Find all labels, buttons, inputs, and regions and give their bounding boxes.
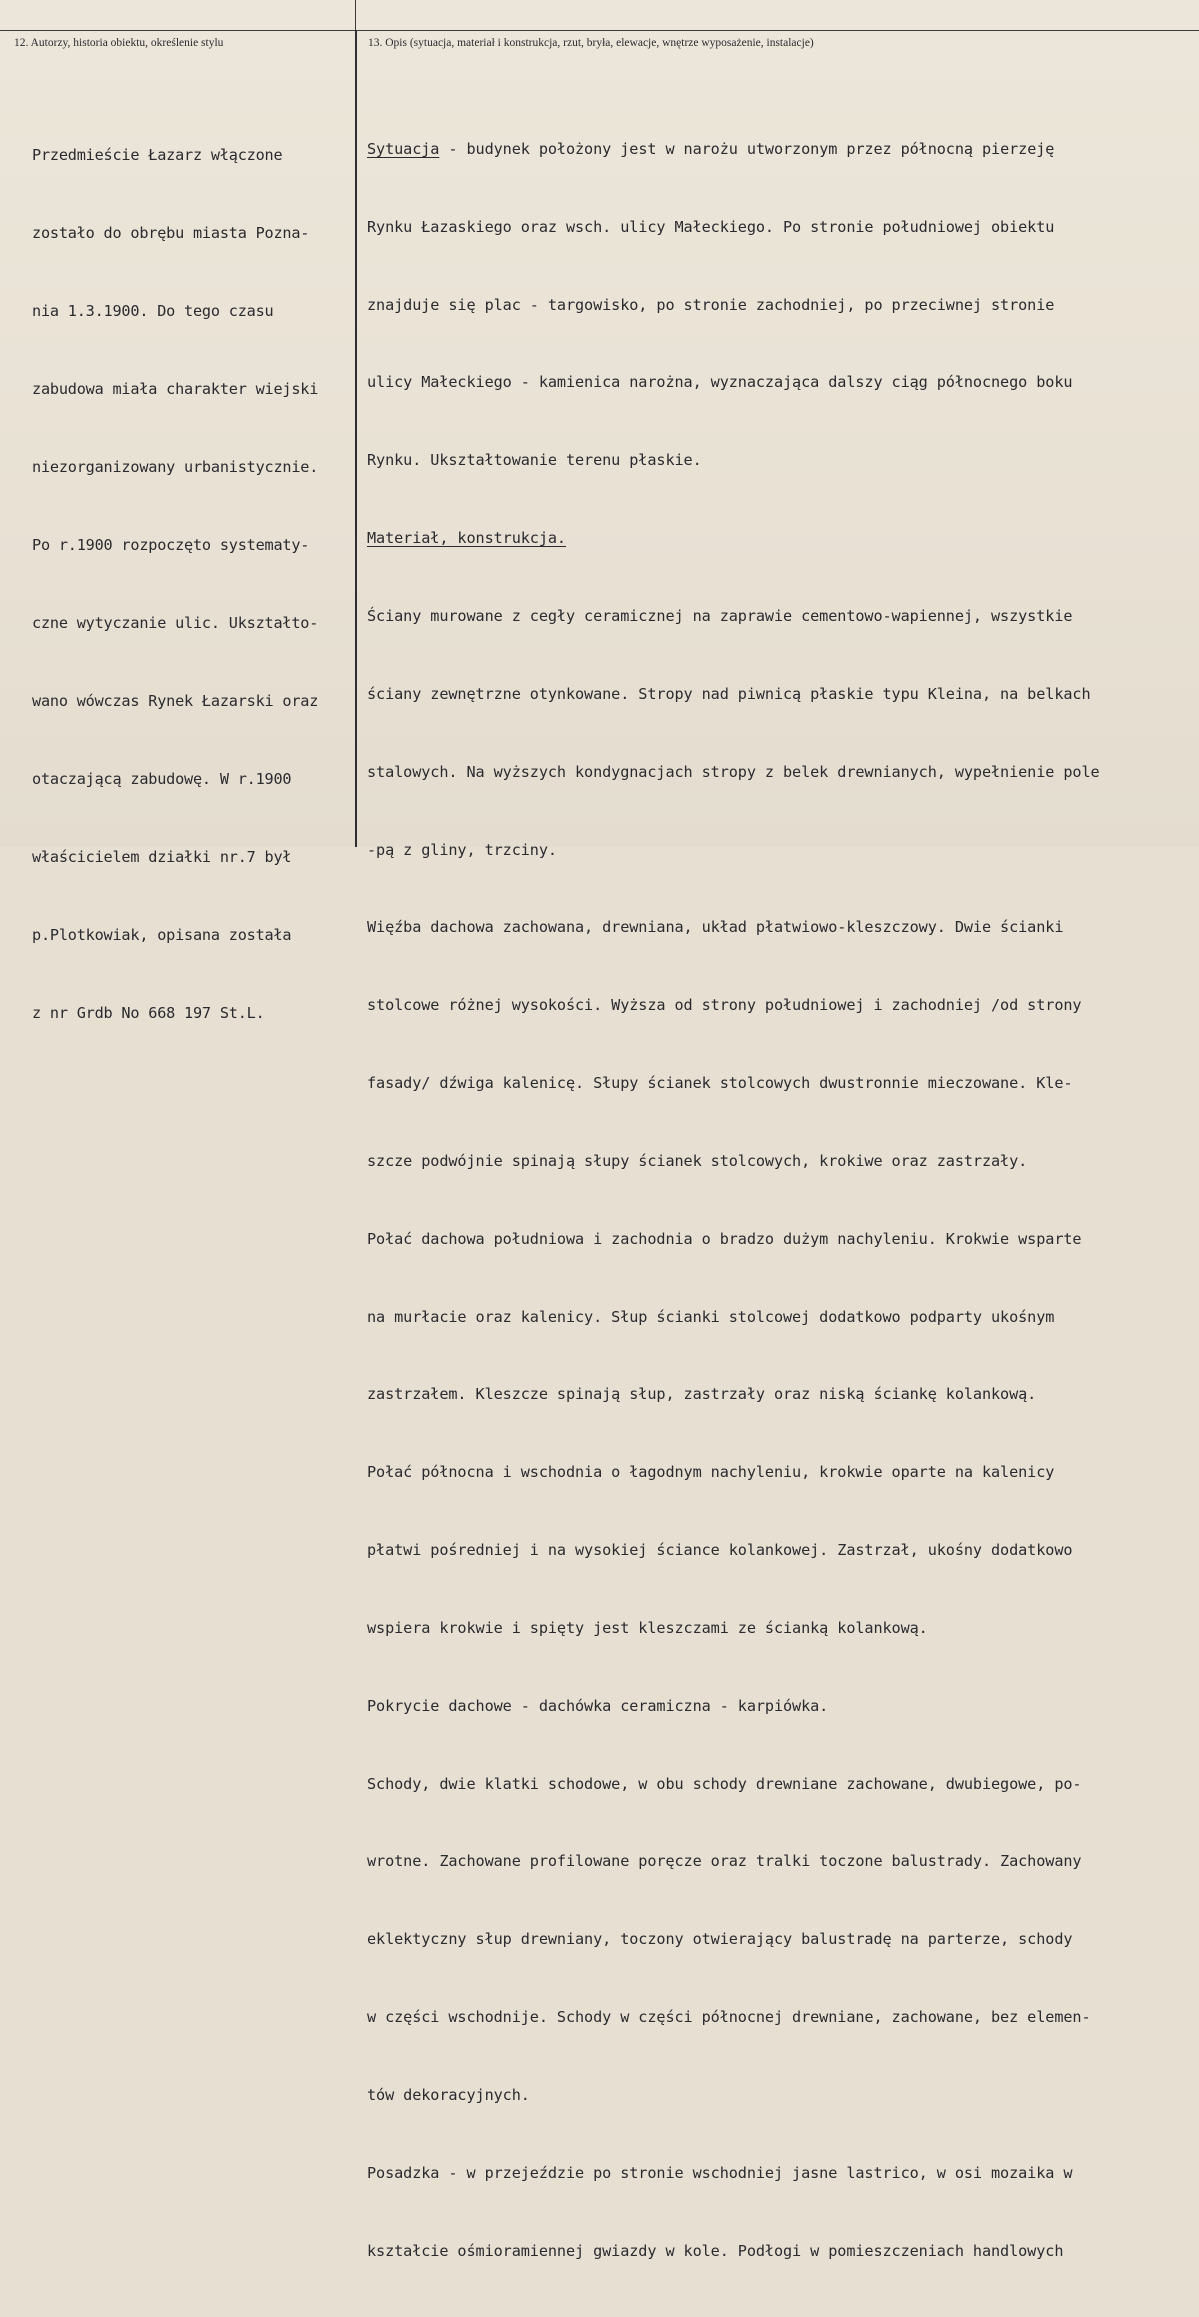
material-line: na murłacie oraz kalenicy. Słup ścianki stolcowej dodatkowo podparty ukośnym (367, 1307, 1055, 1326)
material-line: Połać północna i wschodnia o łagodnym nachyleniu, krokwie oparte na kalenicy (367, 1463, 1055, 1482)
description-text (367, 85, 1195, 2317)
history-line: z nr Grdb No 668 197 St.L. (32, 1004, 265, 1022)
history-line: otaczającą zabudowę. W r.1900 (32, 770, 292, 788)
material-heading: Materiał, konstrukcja. (367, 529, 566, 548)
material-line: wspiera krokwie i spięty jest kleszczami ze ścianką kolankową. (367, 1618, 928, 1637)
material-line: wrotne. Zachowane profilowane poręcze oraz tralki toczone balustrady. Zachowany (367, 1852, 1082, 1871)
material-line: Ściany murowane z cegły ceramicznej na zaprawie cementowo-wapiennej, wszystkie (367, 606, 1073, 625)
material-line: Schody, dwie klatki schodowe, w obu schody drewniane zachowane, dwubiegowe, po- (367, 1774, 1082, 1793)
history-line: zabudowa miała charakter wiejski (32, 380, 319, 398)
material-line: tów dekoracyjnych. (367, 2086, 530, 2104)
material-line: zastrzałem. Kleszcze spinają słup, zastrzały oraz niską ściankę kolankową. (367, 1385, 1037, 1404)
material-line: szcze podwójnie spinają słupy ścianek stolcowych, krokiwe oraz zastrzały. (367, 1151, 1028, 1170)
material-line: kształcie ośmioramiennej gwiazdy w kole. Podłogi w pomieszczeniach handlowych (367, 2241, 1064, 2260)
situation-line: znajduje się plac - targowisko, po stronie zachodniej, po przeciwnej stronie (367, 295, 1055, 314)
situation-line: Rynku Łazaskiego oraz wsch. ulicy Małeckiego. Po stronie południowej obiektu (367, 217, 1055, 236)
history-line: p.Plotkowiak, opisana została (32, 926, 292, 944)
material-heading-line (367, 526, 1195, 552)
situation-text: - budynek położony jest w narożu utworzonym przez północną pierzeję (439, 139, 1055, 158)
history-line: zostało do obrębu miasta Pozna- (32, 224, 310, 242)
material-line: -pą z gliny, trzciny. (367, 840, 557, 859)
material-line: eklektyczny słup drewniany, toczony otwierający balustradę na parterze, schody (367, 1930, 1073, 1949)
history-line: nia 1.3.1900. Do tego czasu (32, 302, 274, 320)
situation-line: ulicy Małeckiego - kamienica narożna, wyznaczająca dalszy ciąg północnego boku (367, 373, 1073, 392)
header-rule (0, 30, 1199, 31)
material-line: fasady/ dźwiga kalenicę. Słupy ścianek stolcowych dwustronnie mieczowane. Kle- (367, 1074, 1073, 1093)
material-line: Posadzka - w przejeździe po stronie wschodniej jasne lastrico, w osi mozaika w (367, 2163, 1073, 2182)
column-divider-top (355, 0, 356, 30)
situation-line: Rynku. Ukształtowanie terenu płaskie. (367, 451, 702, 470)
history-line: czne wytyczanie ulic. Ukształto- (32, 614, 319, 632)
history-line: niezorganizowany urbanistycznie. (32, 458, 319, 476)
material-line: Więźba dachowa zachowana, drewniana, układ płatwiowo-kleszczowy. Dwie ścianki (367, 918, 1064, 937)
history-line: właścicielem działki nr.7 był (32, 848, 292, 866)
history-text (32, 90, 350, 1078)
material-line: ściany zewnętrzne otynkowane. Stropy nad piwnicą płaskie typu Kleina, na belkach (367, 684, 1091, 703)
history-line: wano wówczas Rynek Łazarski oraz (32, 692, 319, 710)
column-divider (355, 30, 357, 847)
header-section-12: 12. Autorzy, historia obiektu, określenie stylu (14, 37, 224, 49)
material-line: w części wschodnije. Schody w części północnej drewniane, zachowane, bez elemen- (367, 2008, 1091, 2027)
material-line: Pokrycie dachowe - dachówka ceramiczna - karpiówka. (367, 1696, 829, 1715)
material-line: stolcowe różnej wysokości. Wyższa od strony południowej i zachodniej /od strony (367, 996, 1082, 1015)
situation-heading: Sytuacja (367, 139, 440, 158)
material-line: Połać dachowa południowa i zachodnia o bradzo dużym nachyleniu. Krokwie wsparte (367, 1229, 1082, 1248)
situation-first-line (367, 137, 1195, 163)
material-line: stalowych. Na wyższych kondygnacjach stropy z belek drewnianych, wypełnienie pole (367, 762, 1100, 781)
header-section-13: 13. Opis (sytuacja, materiał i konstrukcja, rzut, bryła, elewacje, wnętrze wyposażenie, instalacje) (368, 37, 814, 49)
history-line: Po r.1900 rozpoczęto systematy- (32, 536, 310, 554)
history-line: Przedmieście Łazarz włączone (32, 146, 283, 164)
material-line: płatwi pośredniej i na wysokiej ściance kolankowej. Zastrzał, ukośny dodatkowo (367, 1541, 1073, 1560)
